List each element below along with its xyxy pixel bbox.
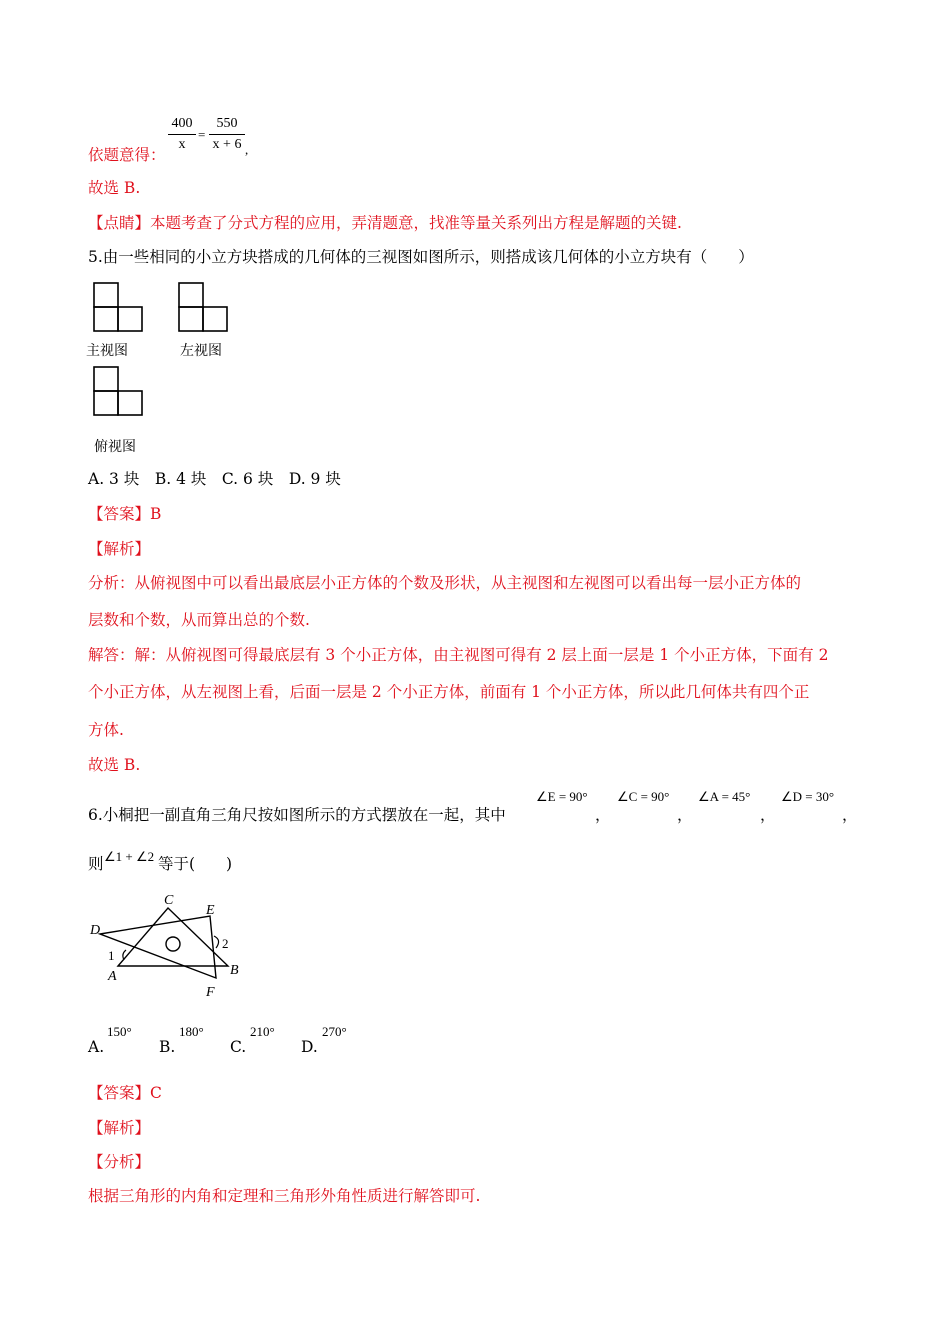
q5-analysis-line-1: 分析：从俯视图中可以看出最底层小正方体的个数及形状，从主视图和左视图可以看出每一层小正方体的: [88, 574, 802, 592]
left-view-figure: [178, 282, 230, 332]
q6-explanation: 根据三角形的内角和定理和三角形外角性质进行解答即可.: [88, 1187, 481, 1205]
fraction-denominator: x: [178, 137, 186, 152]
equation-equals: =: [198, 127, 206, 142]
q6-option-c-value: 210°: [250, 1024, 275, 1039]
front-view-bottom-left-cell: [94, 307, 118, 331]
fraction-bar: [209, 134, 245, 135]
top-view-figure: [93, 366, 145, 416]
equation-comma: ,: [245, 142, 249, 157]
q5-options: A. 3 块 B. 4 块 C. 6 块 D. 9 块: [88, 470, 341, 488]
front-view-figure: [93, 282, 145, 332]
label-b: B: [230, 963, 239, 978]
angle-d-value: ∠D = 30°: [781, 789, 835, 804]
prev-comment: 【点睛】本题考查了分式方程的应用，弄清题意，找准等量关系列出方程是解题的关键.: [88, 214, 682, 232]
angle-c-value: ∠C = 90°: [617, 789, 670, 804]
q6-ask-prefix: 则: [88, 855, 104, 873]
fraction-bar: [168, 134, 196, 135]
label-2: 2: [222, 936, 229, 951]
label-e: E: [206, 903, 215, 918]
front-view-top-cell: [94, 283, 118, 307]
triangle-def: [100, 916, 216, 978]
q5-answer: 【答案】B: [88, 505, 162, 523]
top-view-bottom-right-cell: [118, 391, 142, 415]
q6-sep-2: ，: [677, 806, 693, 824]
q6-option-b-value: 180°: [179, 1024, 204, 1039]
angle-e-value: ∠E = 90°: [536, 789, 588, 804]
label-f: F: [206, 985, 215, 1000]
equation-intro: 依题意得：: [88, 146, 166, 164]
left-view-label: 左视图: [180, 343, 222, 359]
q5-solution-line-2: 个小正方体，从左视图上看，后面一层是 2 个小正方体，前面有 1 个小正方体，所以此几何体共有四个正: [88, 683, 810, 701]
q6-option-c-letter: C.: [230, 1038, 247, 1056]
label-1: 1: [108, 948, 115, 963]
left-view-bottom-right-cell: [203, 307, 227, 331]
q5-solution-line-1: 解答：解：从俯视图可得最底层有 3 个小正方体，由主视图可得有 2 层上面一层是 1 个小正方体，下面有 2: [88, 646, 829, 664]
q5-analysis-line-2: 层数和个数，从而算出总的个数.: [88, 611, 310, 629]
front-view-bottom-right-cell: [118, 307, 142, 331]
top-view-bottom-left-cell: [94, 391, 118, 415]
angle-a-value: ∠A = 45°: [698, 789, 751, 804]
label-c: C: [164, 893, 174, 908]
q6-option-a-value: 150°: [107, 1024, 132, 1039]
front-view-label: 主视图: [86, 343, 128, 359]
q6-sep-3: ，: [760, 806, 776, 824]
q6-option-d-letter: D.: [301, 1038, 318, 1056]
equation-left-fraction: [168, 116, 196, 153]
top-view-label: 俯视图: [94, 439, 136, 455]
prev-choice: 故选 B.: [88, 179, 141, 197]
q5-stem: 5.由一些相同的小立方块搭成的几何体的三视图如图所示，则搭成该几何体的小立方块有（ ）: [88, 248, 754, 266]
label-a: A: [108, 969, 117, 984]
left-view-top-cell: [179, 283, 203, 307]
q6-stem: 6.小桐把一副直角三角尺按如图所示的方式摆放在一起，其中: [88, 806, 506, 824]
inner-circle-mark: [166, 937, 180, 951]
label-d: D: [90, 923, 101, 938]
q6-answer: 【答案】C: [88, 1084, 162, 1102]
q6-option-d-value: 270°: [322, 1024, 347, 1039]
q6-option-a-letter: A.: [88, 1038, 105, 1056]
fraction-numerator: 550: [216, 116, 238, 131]
q6-sep-1: ，: [595, 806, 611, 824]
angle-2-arc: [214, 936, 219, 948]
q5-choice: 故选 B.: [88, 756, 141, 774]
left-view-bottom-left-cell: [179, 307, 203, 331]
q6-option-b-letter: B.: [159, 1038, 176, 1056]
q6-analysis-tag: 【解析】: [88, 1119, 151, 1137]
equation-right-fraction: [209, 116, 245, 153]
q6-ask-expression: ∠1 + ∠2: [104, 849, 155, 864]
top-view-top-cell: [94, 367, 118, 391]
fraction-denominator: x + 6: [212, 137, 242, 152]
q5-solution-line-3: 方体.: [88, 721, 124, 739]
q6-sep-4: ，: [842, 806, 858, 824]
triangles-figure: [88, 890, 258, 1010]
q6-fenxi-tag: 【分析】: [88, 1153, 151, 1171]
fraction-numerator: 400: [171, 116, 193, 131]
q5-analysis-tag: 【解析】: [88, 540, 151, 558]
q6-ask-suffix: 等于( ): [158, 855, 233, 873]
